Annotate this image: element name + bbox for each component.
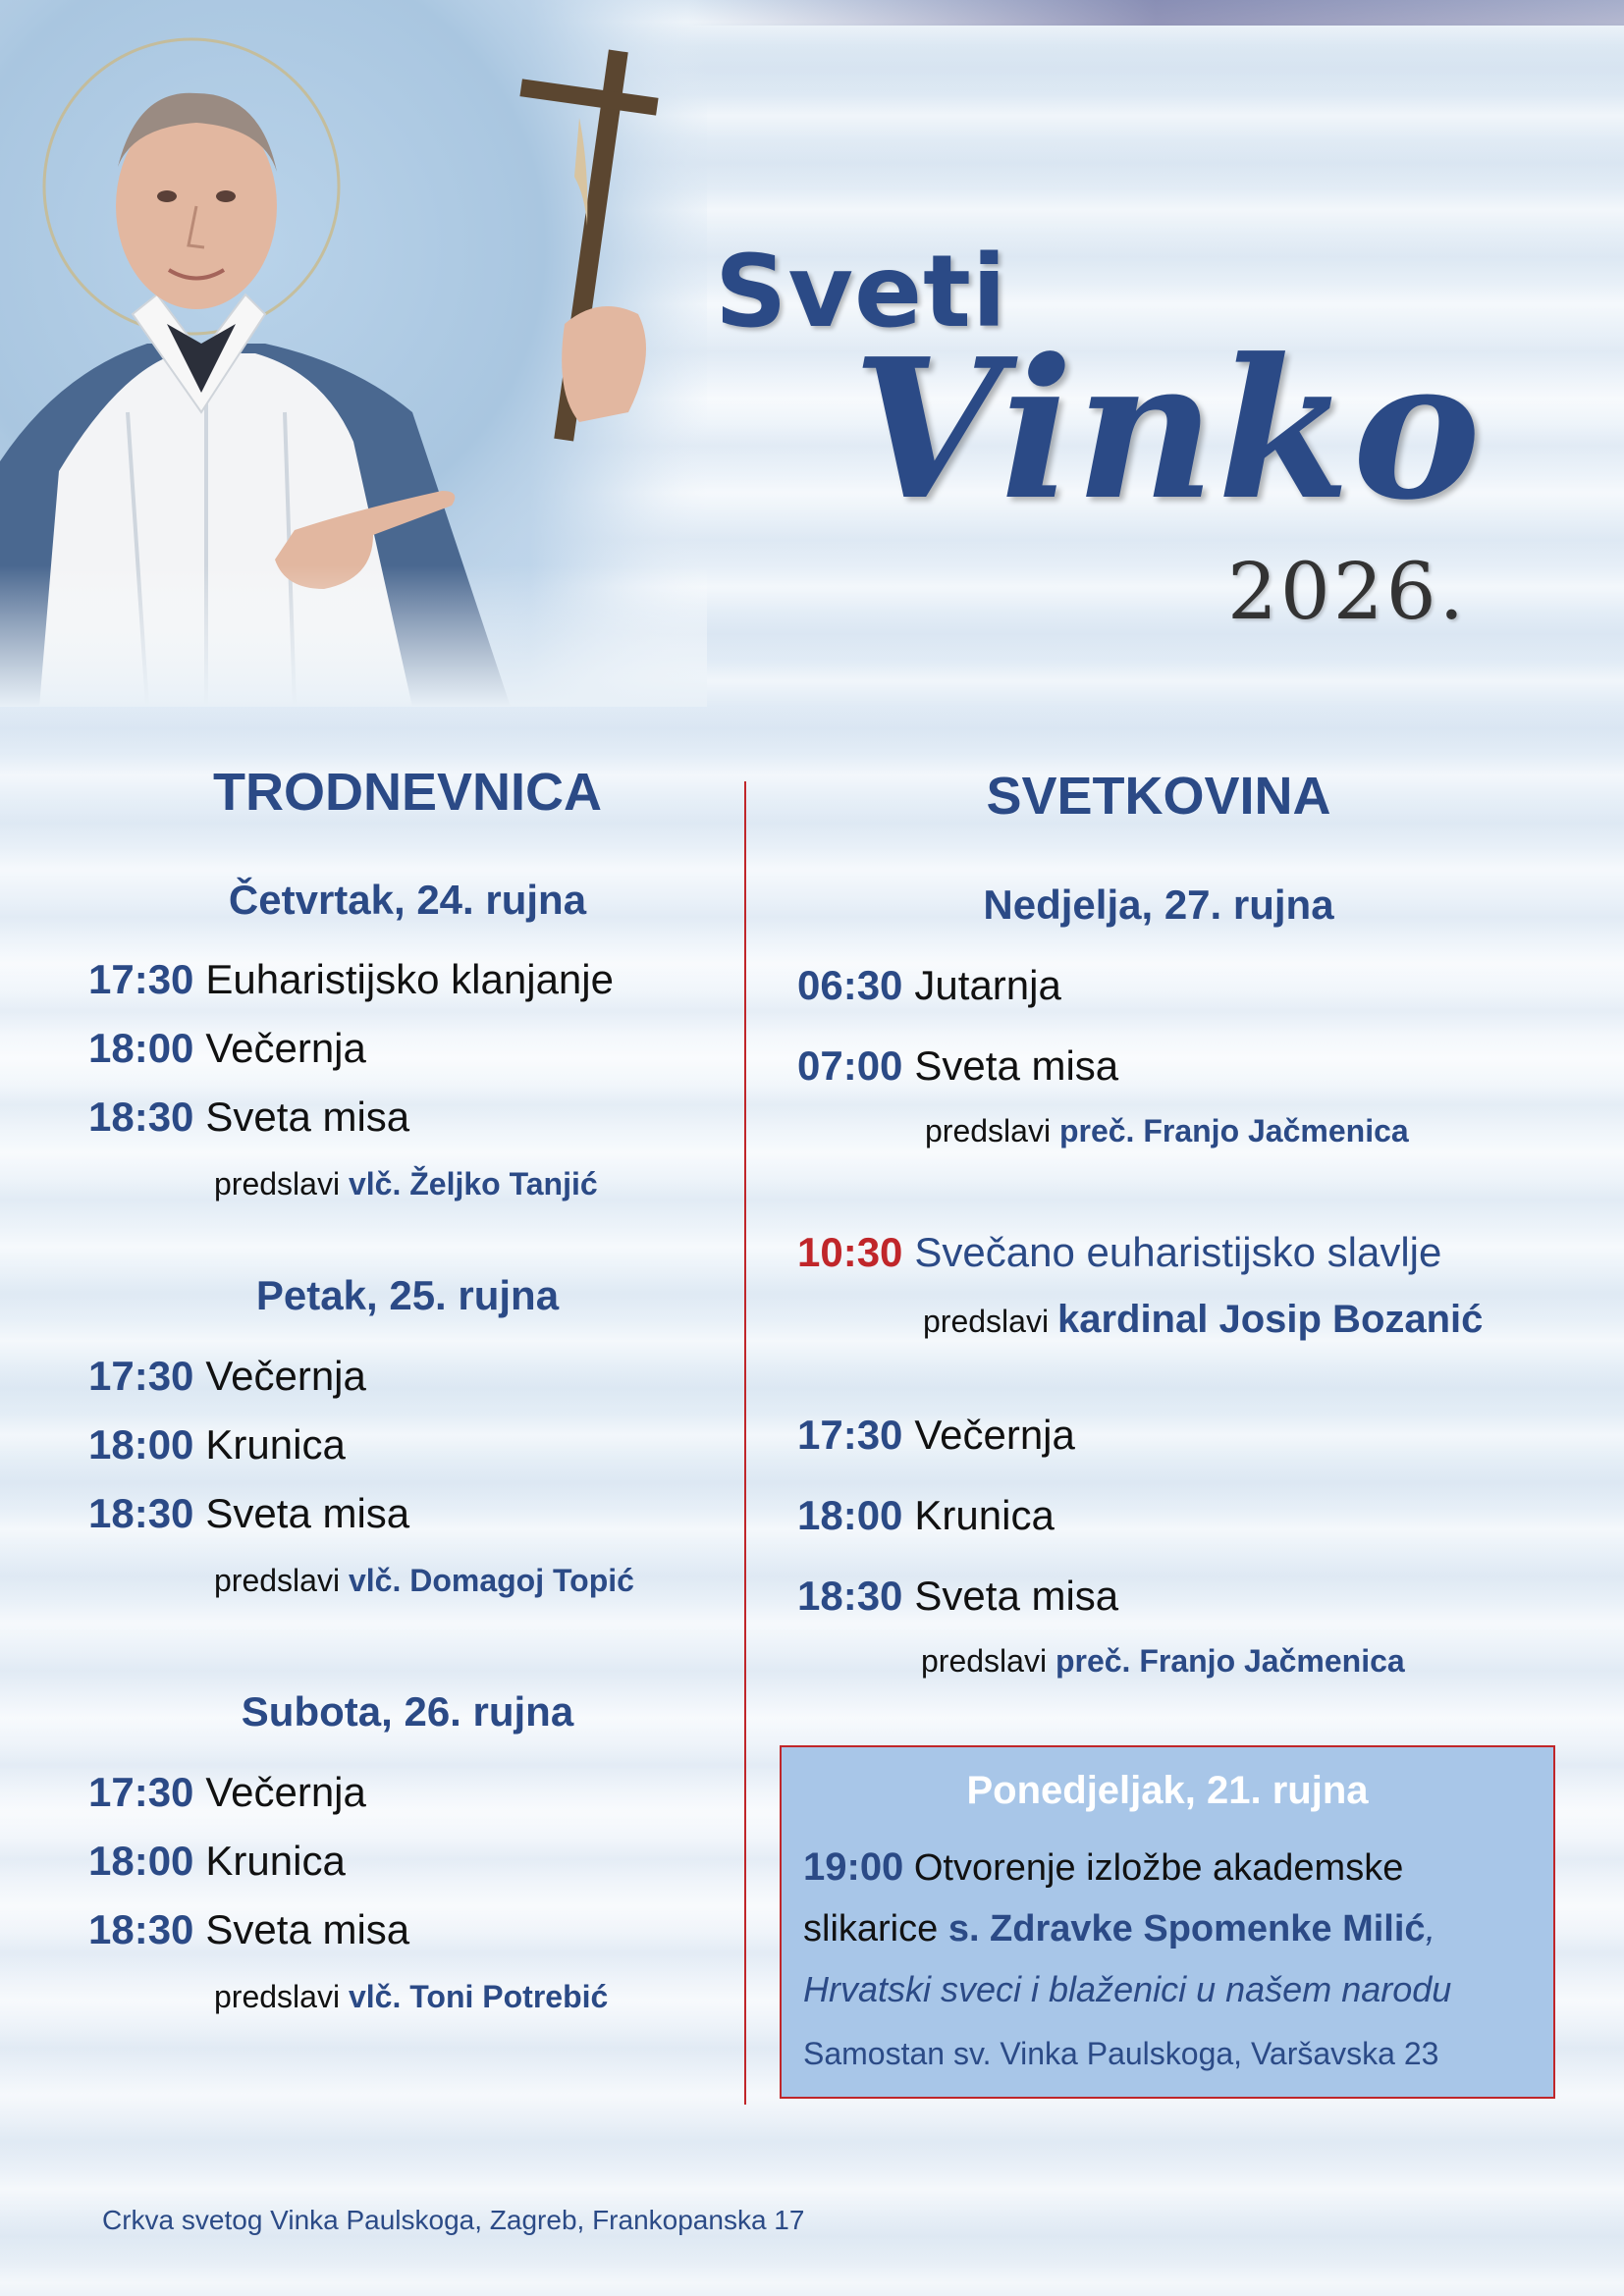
title-vinko: Vinko bbox=[852, 317, 1484, 543]
presider-line: predslavi kardinal Josip Bozanić bbox=[923, 1298, 1484, 1341]
presider-line: predslavi preč. Franjo Jačmenica bbox=[921, 1643, 1405, 1679]
box-line-2: slikarice s. Zdravke Spomenke Milić, bbox=[803, 1908, 1436, 1949]
schedule-row: 18:30 Sveta misa bbox=[88, 1490, 410, 1536]
saint-vincent-illustration bbox=[0, 0, 707, 707]
schedule-row: 07:00 Sveta misa bbox=[797, 1042, 1119, 1089]
day-friday: Petak, 25. rujna bbox=[255, 1272, 560, 1318]
title-sveti: Sveti bbox=[715, 234, 1007, 350]
schedule-row: 18:00 Večernja bbox=[88, 1025, 366, 1071]
box-location: Samostan sv. Vinka Paulskoga, Varšavska 23 bbox=[803, 2036, 1439, 2071]
footer-address: Crkva svetog Vinka Paulskoga, Zagreb, Frankopanska 17 bbox=[102, 2205, 805, 2235]
column-divider bbox=[744, 781, 746, 2105]
day-thursday: Četvrtak, 24. rujna bbox=[228, 877, 587, 923]
presider-line: predslavi vlč. Domagoj Topić bbox=[214, 1563, 634, 1598]
day-saturday: Subota, 26. rujna bbox=[241, 1688, 574, 1735]
schedule-row: 18:30 Sveta misa bbox=[88, 1906, 410, 1952]
schedule-row: 17:30 Euharistijsko klanjanje bbox=[88, 956, 614, 1002]
heading-svetkovina: SVETKOVINA bbox=[986, 767, 1331, 826]
exhibition-box bbox=[780, 1745, 1555, 2099]
title-year: 2026. bbox=[1227, 546, 1468, 637]
schedule-row: 18:30 Sveta misa bbox=[797, 1573, 1119, 1619]
presider-line: predslavi preč. Franjo Jačmenica bbox=[925, 1113, 1409, 1148]
schedule-row: 17:30 Večernja bbox=[797, 1412, 1075, 1458]
presider-line: predslavi vlč. Toni Potrebić bbox=[214, 1979, 609, 2014]
schedule-row: 06:30 Jutarnja bbox=[797, 962, 1061, 1008]
schedule-row: 18:00 Krunica bbox=[88, 1421, 346, 1468]
heading-trodnevnica: TRODNEVNICA bbox=[212, 763, 602, 822]
schedule-row: 17:30 Večernja bbox=[88, 1353, 366, 1399]
schedule-row: 18:30 Sveta misa bbox=[88, 1094, 410, 1140]
schedule-row: 18:00 Krunica bbox=[797, 1492, 1055, 1538]
schedule-row-main: 10:30 Svečano euharistijsko slavlje bbox=[797, 1229, 1442, 1275]
box-date: Ponedjeljak, 21. rujna bbox=[966, 1769, 1369, 1812]
schedule-row: 17:30 Večernja bbox=[88, 1769, 366, 1815]
schedule-row: 18:00 Krunica bbox=[88, 1838, 346, 1884]
top-decorative-bar bbox=[687, 0, 1624, 26]
presider-line: predslavi vlč. Željko Tanjić bbox=[214, 1166, 598, 1201]
day-sunday: Nedjelja, 27. rujna bbox=[983, 881, 1334, 928]
box-line-1: 19:00 Otvorenje izložbe akademske bbox=[803, 1845, 1404, 1889]
box-exhibition-title: Hrvatski sveci i blaženici u našem narodu bbox=[803, 1969, 1452, 2009]
